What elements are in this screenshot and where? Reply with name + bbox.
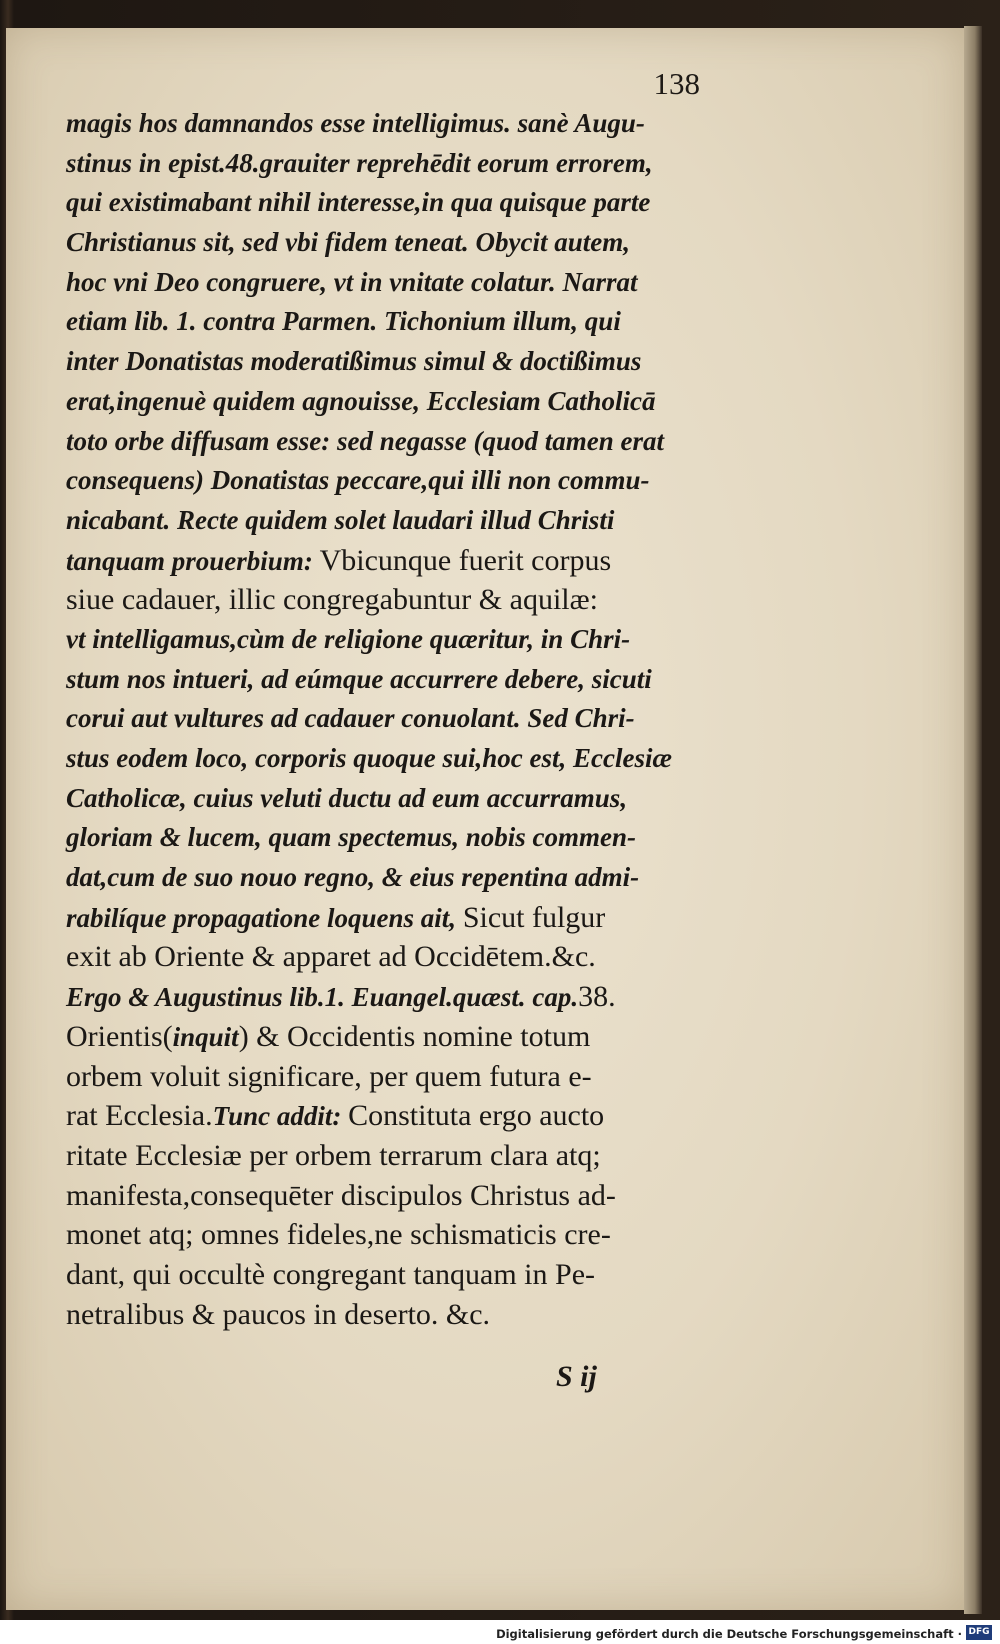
italic-segment: consequens) Donatistas peccare,qui illi non commu- [66, 465, 650, 496]
roman-segment: siue cadauer, illic congregabuntur & aquilæ: [66, 583, 598, 617]
italic-segment: stus eodem loco, corporis quoque sui,hoc est, Ecclesiæ [66, 743, 672, 773]
italic-segment: dat,cum de suo nouo regno, & eius repentina admi- [66, 862, 640, 893]
text-line [66, 1295, 746, 1335]
italic-segment: hoc vni Deo congruere, vt in vnitate colatur. Narrat [66, 266, 638, 297]
italic-segment: Christianus sit, sed vbi fidem teneat. Obycit autem, [66, 227, 631, 258]
italic-segment: tanquam prouerbium: [66, 545, 320, 576]
text-line [66, 223, 746, 263]
roman-segment: Vbicunque fuerit corpus [319, 543, 612, 577]
text-line [66, 779, 746, 819]
roman-segment: orbem voluit significare, per quem futura e- [66, 1059, 592, 1093]
roman-segment: dant, qui occultè congregant tanquam in Pe- [66, 1257, 595, 1291]
body-text [66, 104, 746, 1334]
italic-segment: stum nos intueri, ad eúmque accurrere debere, sicuti [66, 663, 652, 694]
page-number: 138 [653, 66, 700, 101]
text-line [66, 183, 746, 223]
text-line [66, 818, 746, 858]
text-line [66, 1215, 746, 1255]
roman-segment: ritate Ecclesiæ per orbem terrarum clara atq; [66, 1138, 601, 1172]
roman-segment: exit ab Oriente & apparet ad Occidētem.&c. [66, 940, 596, 974]
roman-segment: monet atq; omnes fideles,ne schismaticis cre- [66, 1218, 611, 1252]
footer-bar [0, 1620, 1000, 1644]
text-line [66, 382, 746, 422]
text-line [66, 541, 746, 581]
roman-segment: netralibus & paucos in deserto. &c. [66, 1297, 491, 1331]
roman-segment: Orientis( [66, 1019, 173, 1053]
text-line [66, 422, 746, 462]
page-edge [964, 26, 982, 1614]
text-line [66, 1136, 746, 1176]
italic-segment: etiam lib. 1. contra Parmen. Tichonium illum, qui [66, 306, 621, 337]
italic-segment: magis hos damnandos esse intelligimus. sanè Augu- [66, 108, 645, 138]
italic-segment: vt intelligamus,cùm de religione quæritur, in Chri- [66, 623, 631, 654]
text-line [66, 1017, 746, 1057]
text-line [66, 858, 746, 898]
text-line [66, 937, 746, 977]
text-line [66, 739, 746, 779]
roman-segment: Constituta ergo aucto [348, 1099, 605, 1133]
footer-credit: Digitalisierung gefördert durch die Deutsche Forschungsgemeinschaft · [496, 1627, 962, 1641]
text-line [66, 461, 746, 501]
text-line [66, 1096, 746, 1136]
signature-mark: S ij [556, 1360, 597, 1393]
text-line [66, 263, 746, 303]
text-line [66, 1255, 746, 1295]
roman-segment: rat Ecclesia. [66, 1099, 213, 1133]
text-line [66, 898, 746, 938]
italic-segment: gloriam & lucem, quam spectemus, nobis commen- [66, 822, 637, 853]
italic-segment: Tunc addit: [212, 1101, 349, 1132]
text-line [66, 342, 746, 382]
italic-segment: stinus in epist.48.grauiter reprehēdit eorum errorem, [66, 147, 653, 178]
text-line [66, 699, 746, 739]
italic-segment: Catholicæ, cuius veluti ductu ad eum accurramus, [66, 782, 628, 813]
italic-segment: corui aut vultures ad cadauer conuolant. Sed Chri- [66, 703, 635, 734]
roman-segment: manifesta,consequēter discipulos Christus ad- [66, 1178, 616, 1212]
italic-segment: rabilíque propagatione loquens ait, [66, 902, 463, 933]
italic-segment: inter Donatistas moderatißimus simul & doctißimus [66, 346, 642, 377]
text-line [66, 620, 746, 660]
text-line [66, 580, 746, 620]
text-line [66, 104, 746, 144]
text-line [66, 302, 746, 342]
dfg-logo-icon: DFG [966, 1625, 992, 1640]
roman-segment: 38. [578, 980, 616, 1014]
text-line [66, 977, 746, 1017]
italic-segment: inquit [172, 1021, 239, 1052]
text-line [66, 1176, 746, 1216]
text-line [66, 1057, 746, 1097]
italic-segment: nicabant. Recte quidem solet laudari illud Christi [66, 504, 615, 535]
italic-segment: erat,ingenuè quidem agnouisse, Ecclesiam Catholicā [66, 385, 656, 416]
italic-segment: toto orbe diffusam esse: sed negasse (quod tamen erat [66, 425, 664, 456]
text-line [66, 660, 746, 700]
text-line [66, 501, 746, 541]
roman-segment: Sicut fulgur [462, 900, 606, 934]
italic-segment: qui existimabant nihil interesse,in qua quisque parte [66, 187, 651, 218]
text-line [66, 144, 746, 184]
roman-segment: ) & Occidentis nomine totum [238, 1019, 591, 1053]
italic-segment: Ergo & Augustinus lib.1. Euangel.quæst. cap. [66, 982, 579, 1013]
